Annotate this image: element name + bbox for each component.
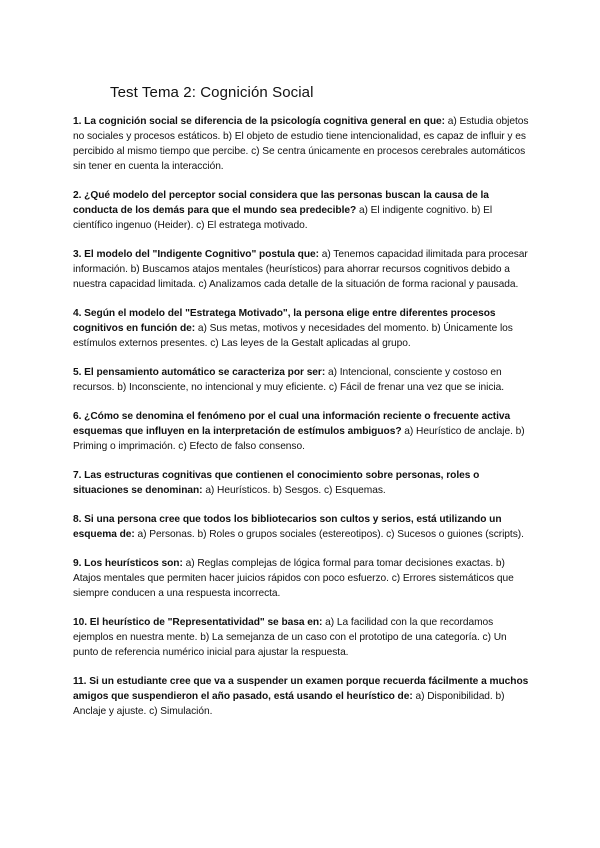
question-text: 6. ¿Cómo se denomina el fenómeno por el cual una información reciente o frecuente activa esquemas que influyen en la interpretación de estímulos ambiguos? [73,411,511,437]
question-item [73,114,529,174]
answer-options: a) Estudia objetos no sociales y procesos estáticos. b) El objeto de estudio tiene intencionalidad, es capaz de influir y es percibido al mismo tiempo que percibe. c) Se centra únicamente en procesos cerebrales automáticos sin tener en cuenta la interacción. [73,116,529,172]
answer-options: a) Tenemos capacidad ilimitada para procesar información. b) Buscamos atajos mentales (heurísticos) para ahorrar recursos cognitivos debido a nuestra capacidad limitada. c) Analizamos cada detalle de la situación de forma racional y pausada. [73,249,528,290]
question-text: 1. La cognición social se diferencia de la psicología cognitiva general en que: [73,116,445,127]
question-list [73,114,529,733]
answer-options: a) La facilidad con la que recordamos ejemplos en nuestra mente. b) La semejanza de un caso con el prototipo de una categoría. c) Un punto de referencia numérico inicial para ajustar la respuesta. [73,617,507,658]
question-text: 9. Los heurísticos son: [73,558,183,569]
question-item [73,674,529,719]
answer-options: a) Heurístico de anclaje. b) Priming o imprimación. c) Efecto de falso consenso. [73,426,525,452]
question-item [73,556,529,601]
answer-options: a) Intencional, consciente y costoso en recursos. b) Inconsciente, no intencional y muy eficiente. c) Fácil de frenar una vez que se inicia. [73,367,505,393]
question-text: 10. El heurístico de "Representatividad" se basa en: [73,617,323,628]
question-text: 3. El modelo del "Indigente Cognitivo" postula que: [73,249,319,260]
question-item [73,306,529,351]
question-text: 11. Si un estudiante cree que va a suspender un examen porque recuerda fácilmente a muchos amigos que suspendieron el año pasado, está usando el heurístico de: [73,676,529,702]
question-item [73,468,529,498]
question-item [73,512,529,542]
question-item [73,409,529,454]
answer-options: a) Sus metas, motivos y necesidades del momento. b) Únicamente los estímulos externos presentes. c) Las leyes de la Gestalt aplicadas al grupo. [73,323,513,349]
question-item [73,365,529,395]
answer-options: a) Heurísticos. b) Sesgos. c) Esquemas. [205,485,386,496]
question-text: 4. Según el modelo del "Estratega Motivado", la persona elige entre diferentes procesos cognitivos en función de: [73,308,496,334]
question-item [73,615,529,660]
answer-options: a) El indigente cognitivo. b) El científico ingenuo (Heider). c) El estratega motivado. [73,205,493,231]
question-text: 5. El pensamiento automático se caracteriza por ser: [73,367,326,378]
document-title: Test Tema 2: Cognición Social [110,84,314,101]
question-item [73,188,529,233]
answer-options: a) Personas. b) Roles o grupos sociales (estereotipos). c) Sucesos o guiones (scripts). [137,529,524,540]
answer-options: a) Reglas complejas de lógica formal para tomar decisiones exactas. b) Atajos mentales que permiten hacer juicios rápidos con poco esfuerzo. c) Errores sistemáticos que siempre conducen a una respuesta incorrecta. [73,558,514,599]
question-text: 2. ¿Qué modelo del perceptor social considera que las personas buscan la causa de la conducta de los demás para que el mundo sea predecible? [73,190,489,216]
question-item [73,247,529,292]
question-text: 8. Si una persona cree que todos los bibliotecarios son cultos y serios, está utilizando un esquema de: [73,514,502,540]
answer-options: a) Disponibilidad. b) Anclaje y ajuste. c) Simulación. [73,691,505,717]
question-text: 7. Las estructuras cognitivas que contienen el conocimiento sobre personas, roles o situaciones se denominan: [73,470,480,496]
